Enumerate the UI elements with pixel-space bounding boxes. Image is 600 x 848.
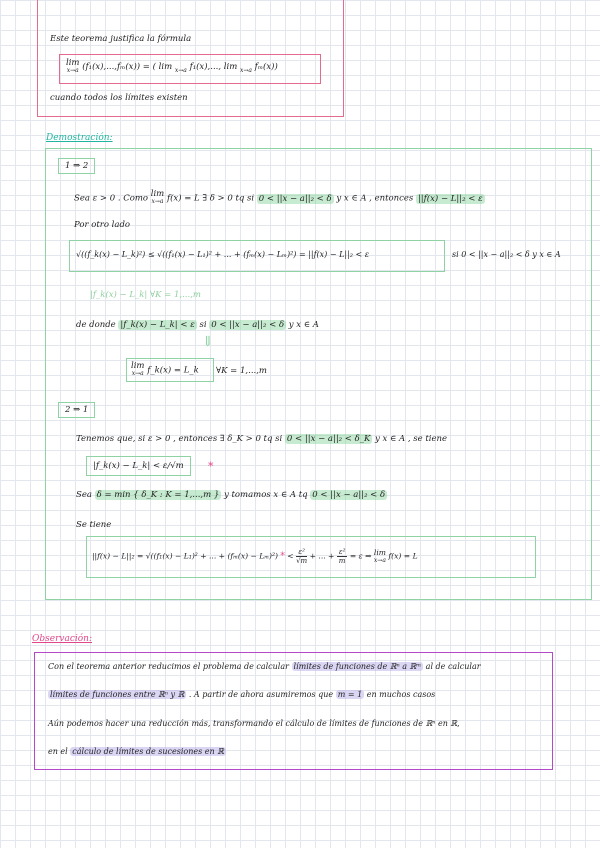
sea-highlight-2: ||f(x) − L||₂ < ε [417, 193, 483, 204]
lim-word: lim [66, 57, 80, 68]
obs-l1-b: al de calcular [425, 662, 481, 671]
theorem-line1: Este teorema justifica la fórmula [50, 34, 192, 44]
sea-line-b: f(x) = L ∃ δ > 0 tq si [166, 193, 255, 204]
obs-line-4 [48, 747, 226, 756]
observacion-heading: Observación: [32, 634, 93, 644]
de-donde-line [76, 320, 319, 330]
obs-l2-c: en muchos casos [366, 690, 436, 699]
final-frac2-num: ε² [338, 548, 346, 556]
obs-line-3: Aún podemos hacer una reducción más, transformando el cálculo de límites de funciones de ℝⁿ en ℝ, [48, 719, 460, 728]
sea-delta-line [76, 490, 387, 500]
final-plus: + ... + [309, 551, 335, 561]
inequality: √((f_k(x) − L_k)²) ≤ √((f₁(x) − L₁)² + ... + (fₘ(x) − Lₘ)²) = ||f(x) − L||₂ < ε [76, 250, 370, 259]
final-frac-1 [296, 548, 307, 565]
final-lim: lim [373, 547, 386, 557]
final-frac-2 [337, 548, 348, 565]
theorem-line3: cuando todos los límites existen [50, 93, 188, 103]
final-frac-num: ε² [298, 548, 305, 556]
result-expr: f_k(x) = L_k [147, 365, 199, 376]
sea-delta-b: y tomamos x ∈ A tq [224, 490, 308, 500]
obs-line-1 [48, 662, 481, 671]
inequality-condition: si 0 < ||x − a||₂ < δ y x ∈ A [452, 250, 561, 259]
demostracion-heading: Demostración: [46, 133, 113, 143]
obs-l1-a: Con el teorema anterior reducimos el problema de calcular [48, 662, 289, 671]
final-line [92, 548, 418, 565]
final-end: f(x) = L [388, 551, 418, 561]
de-donde-c: y x ∈ A [288, 320, 319, 330]
obs-l2-highlight-2: m = 1 [337, 690, 363, 699]
de-donde-highlight-2: 0 < ||x − a||₂ < δ [211, 320, 285, 330]
final-lt: < [287, 551, 294, 561]
de-donde-highlight: |f_k(x) − L_k| < ε [120, 320, 195, 330]
result-forall: ∀K = 1,...,m [216, 366, 267, 376]
final-left: ||f(x) − L||₂ = √((f₁(x) − L₁)² + ... + (fₘ(x) − Lₘ)²) [92, 551, 278, 561]
obs-line-2 [48, 690, 435, 699]
sea-highlight: 0 < ||x − a||₂ < δ [258, 193, 332, 204]
tenemos-highlight: 0 < ||x − a||₂ < δ_K [286, 434, 371, 444]
se-tiene: Se tiene [76, 520, 112, 530]
sea-delta-highlight: δ = min { δ_K : K = 1,...,m } [96, 490, 220, 500]
sea-lim-sub: x→a [151, 198, 164, 205]
de-donde-b: si [199, 320, 207, 330]
formula-mid2: f₁(x),..., lim [189, 62, 238, 72]
faint-line: |f_k(x) − L_k| ∀K = 1,...,m [90, 290, 201, 300]
tenemos-a: Tenemos que, si ε > 0 , entonces ∃ δ_K > 0 tq si [76, 434, 283, 444]
sea-line [74, 190, 485, 206]
final-frac-den: √m [296, 557, 308, 565]
sea-delta-highlight-2: 0 < ||x − a||₂ < δ [312, 490, 386, 500]
step-1-label: 1 ⇒ 2 [58, 158, 95, 174]
lim-sub-2: x→a [174, 67, 187, 74]
down-arrow: ⇓ [202, 334, 214, 350]
tenemos-b: y x ∈ A , se tiene [375, 434, 448, 444]
lim-sub-3: x→a [239, 67, 252, 74]
result-lim: lim [131, 361, 145, 371]
final-star: * [280, 551, 285, 562]
sea-delta-a: Sea [76, 490, 92, 500]
lim-sub: x→a [66, 66, 79, 74]
de-donde-a: de donde [76, 320, 116, 330]
final-lim-sub: x→a [373, 556, 386, 564]
sea-line-c: y x ∈ A , entonces [336, 193, 414, 204]
formula-mid: (f₁(x),...,fₘ(x)) = ( lim [82, 62, 173, 72]
tenemos-line [76, 434, 447, 444]
obs-l1-highlight: límites de funciones de ℝⁿ a ℝᵐ [293, 662, 422, 671]
star-mark: * [208, 460, 214, 473]
final-frac2-den: m [338, 557, 346, 565]
epsilon-box: |f_k(x) − L_k| < ε/√m [86, 456, 191, 476]
step-2-label: 2 ⇒ 1 [58, 402, 95, 418]
obs-l2-highlight: límites de funciones entre ℝⁿ y ℝ [50, 690, 185, 699]
obs-l4-a: en el [48, 747, 68, 756]
formula-end: fₘ(x)) [254, 62, 278, 72]
final-eq: = ε ⇒ [349, 551, 372, 561]
obs-l4-highlight: cálculo de límites de sucesiones en ℝ [72, 747, 224, 756]
por-otro-lado: Por otro lado [74, 220, 131, 230]
sea-line-a: Sea ε > 0 . Como [74, 193, 149, 204]
obs-l2-b: . A partir de ahora asumiremos que [188, 690, 334, 699]
result-line [131, 362, 199, 378]
sea-lim: lim [150, 189, 165, 199]
theorem-formula [66, 58, 278, 75]
result-lim-sub: x→a [131, 370, 144, 377]
